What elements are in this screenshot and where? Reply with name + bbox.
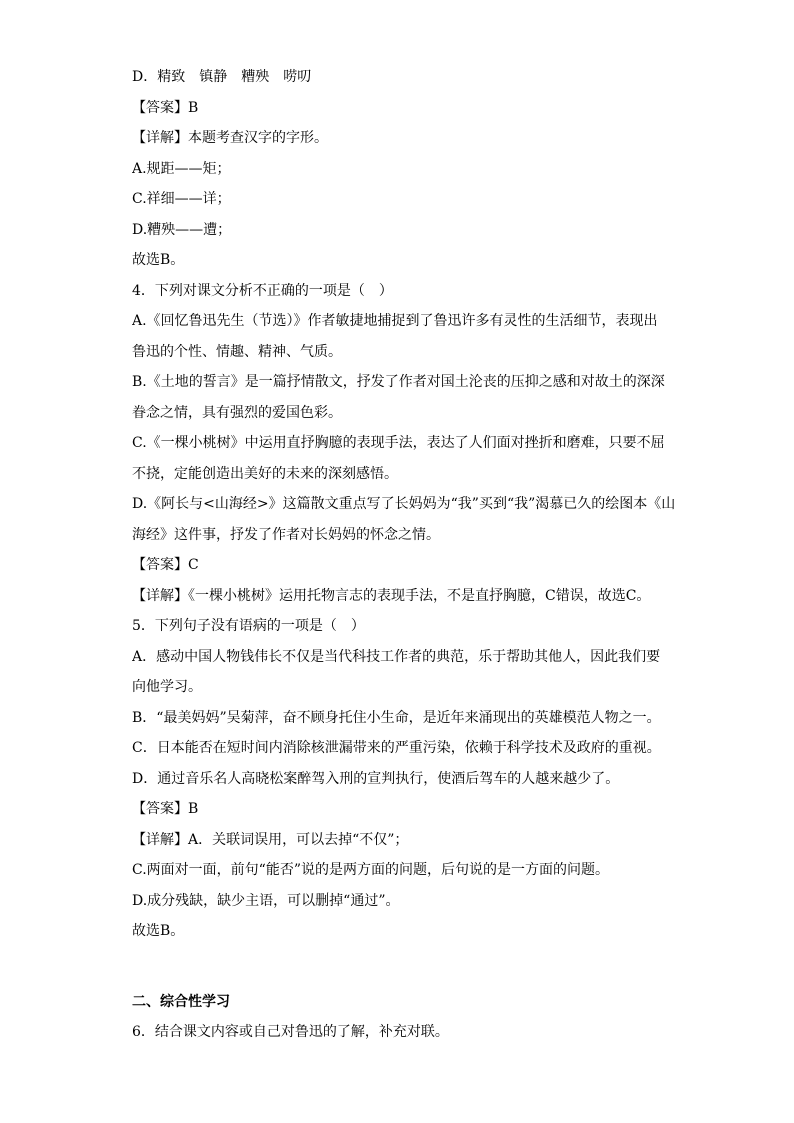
text-line: 向他学习。 [132, 679, 202, 695]
text-line: 故选B。 [132, 252, 185, 268]
text-line: D.糟殃——遭； [132, 221, 232, 238]
text-line: 眷念之情，具有强烈的爱国色彩。 [132, 404, 342, 421]
question-4: 4．下列对课文分析不正确的一项是（ ） [132, 282, 393, 299]
question-5: 5．下列句子没有语病的一项是（ ） [132, 618, 365, 634]
question-6: 6．结合课文内容或自己对鲁迅的了解，补充对联。 [132, 1024, 449, 1040]
text-line: C.《一棵小桃树》中运用直抒胸臆的表现手法，表达了人们面对挫折和磨难，只要不屈 [132, 435, 665, 451]
text-line: D．精致 镇静 糟殃 唠叨 [132, 69, 312, 85]
text-line: A.规距——矩； [132, 160, 231, 177]
document-body [132, 62, 677, 1048]
section-gap [132, 947, 677, 987]
text-line: C.祥细——详； [132, 191, 231, 207]
section-title: 二、综合性学习 [132, 993, 230, 1010]
text-line: D．通过音乐名人高晓松案醉驾入刑的宣判执行，使酒后驾车的人越来越少了。 [132, 770, 620, 787]
text-line: D.成分残缺，缺少主语，可以删掉“通过”。 [132, 892, 400, 909]
text-line: C.两面对一面，前句“能否”说的是两方面的问题，后句说的是一方面的问题。 [132, 862, 609, 878]
text-line: A．感动中国人物钱伟长不仅是当代科技工作者的典范，乐于帮助其他人，因此我们要 [132, 648, 661, 665]
text-line: D.《阿长与<山海经>》这篇散文重点写了长妈妈为“我”买到“我”渴慕已久的绘图本《山 [132, 496, 676, 512]
text-line: 鲁迅的个性、情趣、精神、气质。 [132, 343, 342, 360]
text-line: 【答案】B [132, 801, 199, 817]
text-line: 不挠，定能创造出美好的未来的深刻感悟。 [132, 465, 398, 482]
text-line: 故选B。 [132, 923, 185, 939]
text-line: C．日本能否在短时间内消除核泄漏带来的严重污染，依赖于科学技术及政府的重视。 [132, 740, 661, 756]
text-line: 【详解】本题考查汉字的字形。 [132, 130, 328, 146]
text-line: 海经》这件事，抒发了作者对长妈妈的怀念之情。 [132, 526, 440, 543]
text-line: 【答案】B [132, 99, 199, 116]
text-line: 【详解】A．关联词误用，可以去掉“不仅”； [132, 831, 409, 848]
text-line: A.《回忆鲁迅先生（节选）》作者敏捷地捕捉到了鲁迅许多有灵性的生活细节，表现出 [132, 313, 658, 329]
text-line: B．“最美妈妈”吴菊萍，奋不顾身托住小生命，是近年来涌现出的英雄模范人物之一。 [132, 709, 661, 726]
text-line: 【详解】《一棵小桃树》运用托物言志的表现手法，不是直抒胸臆，C错误，故选C。 [132, 587, 651, 604]
text-line: B.《土地的誓言》是一篇抒情散文，抒发了作者对国土沦丧的压抑之感和对故土的深深 [132, 374, 665, 390]
text-line: 【答案】C [132, 557, 199, 573]
